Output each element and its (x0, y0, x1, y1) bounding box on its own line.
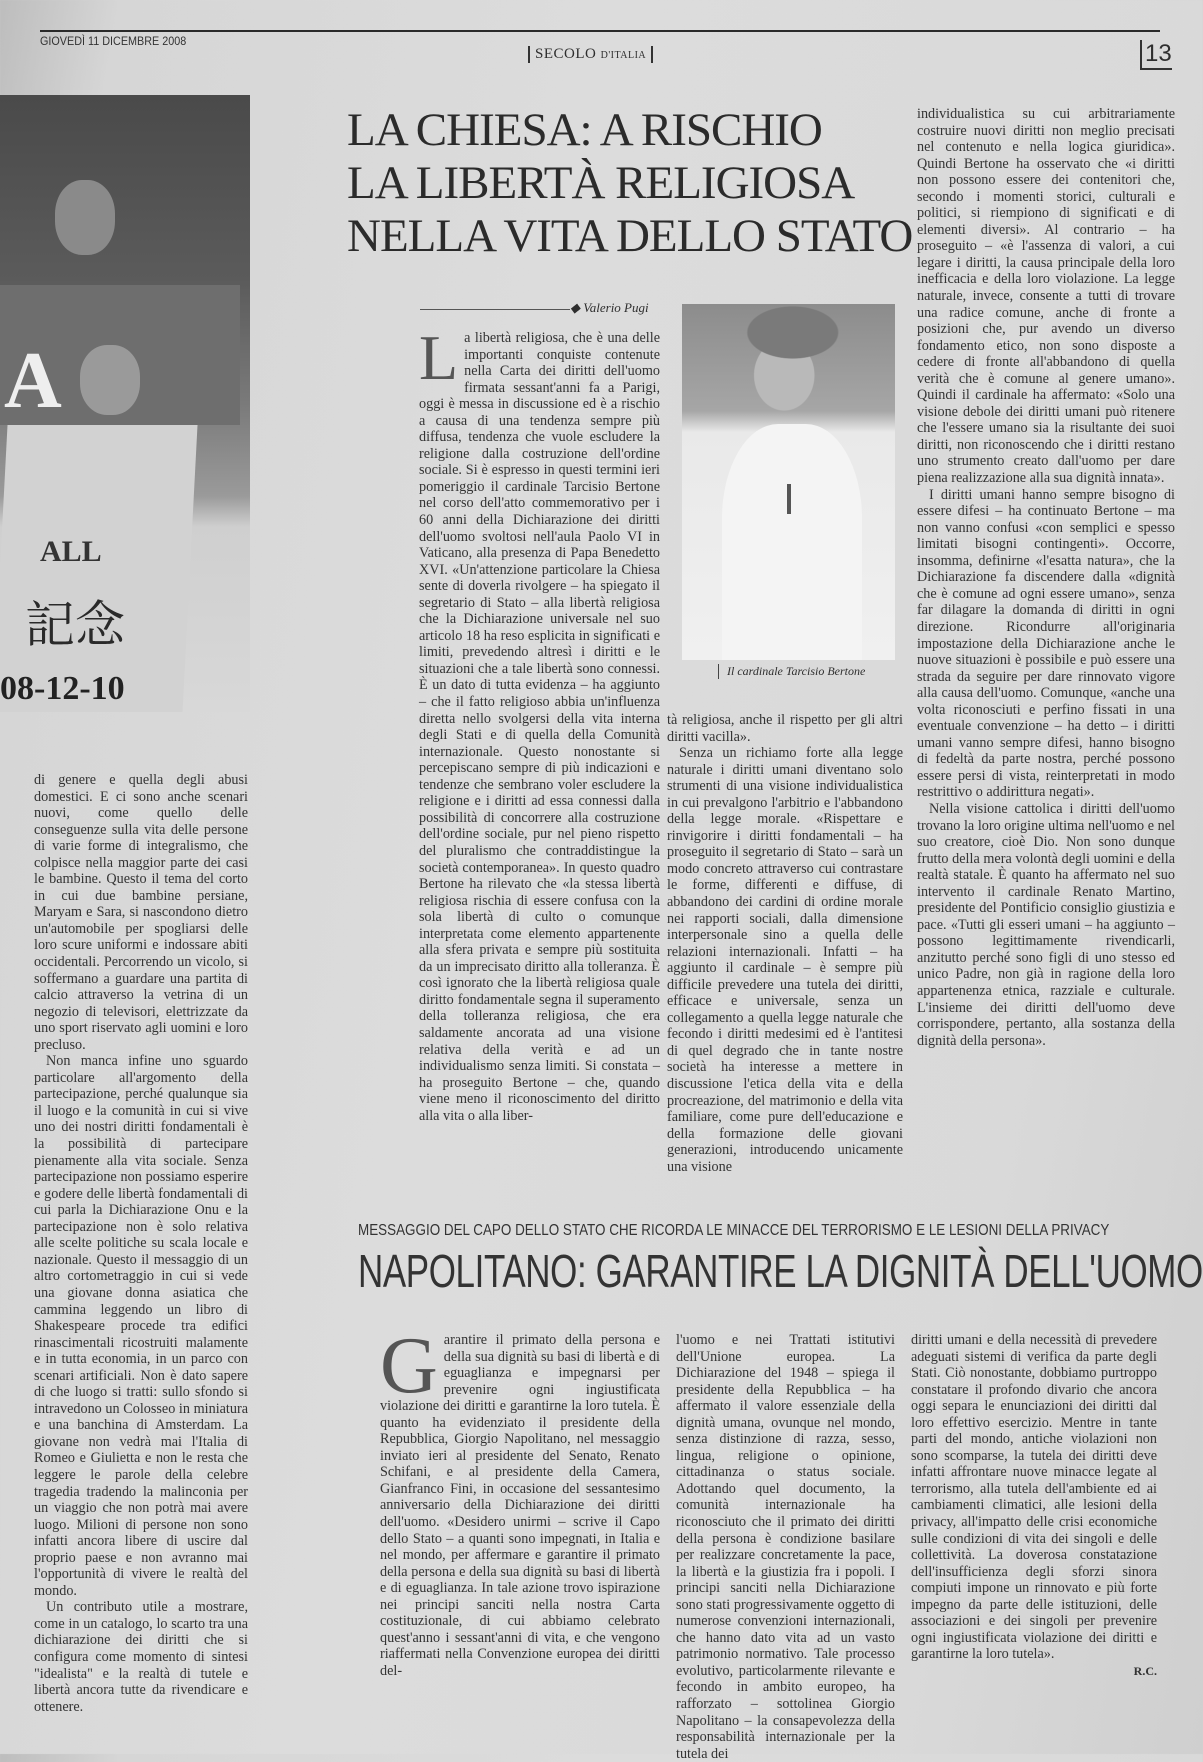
photo-sign-text: 08-12-10 (0, 670, 125, 707)
author-initials: R.C. (1133, 1663, 1157, 1678)
masthead-name: SECOLO (535, 46, 597, 62)
paragraph: Non manca infine uno sguardo particolare all'argomento della partecipazione, perché qualunque sia il luogo e la comunità in cui si vive uno dei nostri diritti fondamentali è la possibilità di partecipare pienamente alla vita sociale. Senza partecipazione non possiamo esperire e godere delle libertà fondamentali di cui parla la Dichiarazione Onu e la partecipazione non è solo relativa alle scelte politiche su scala locale e nazionale. Questo il messaggio di un altro cortometraggio in cui si vede una giovane donna asiatica che cammina leggendo un libro di Shakespeare procede tra edifici rinascimentali ricostruiti malamente e in tutta economia, in un parco con scenari artificiali. Non è dato sapere di che luogo si tratti: sullo sfondo si intravedono un Colosseo in miniatura e una banchina di Amsterdam. La giovane non vedrà mai l'Italia di Romeo e Giulietta e non le resta che leggere le parole della celebre tragedia tradendo la malinconia per un viaggio che non potrà mai avere luogo. Milioni di persone non sono infatti ancora libere di uscire dal proprio paese e non avranno mai l'opportunità di vivere le realtà del mondo. (34, 1053, 248, 1599)
paragraph: individualistica su cui arbitrariamente costruire nuovi diritti non meglio precisati nel contenuto e nella logica giuridica». Quindi Bertone ha osservato che «i diritti non possono essere dei contenitori che, secondo i momenti storici, culturali e politici, si riempiono di significati e di elementi diversi». Al contrario – ha proseguito – «è l'assenza di valori, a cui legare i diritti, la causa principale della loro inefficacia e della loro violazione. La legge naturale, invece, consente a tutti di trovare una radice comune, anche di fronte a posizioni che, pur avendo un diverso fondamento etico, non sono disposte a cedere di fronte all'abbandono di quella verità che è comune al genere umano». Quindi il cardinale ha affermato: «Solo una visione debole dei diritti umani può ritenere che l'essere umano sia la risultante dei suoi diritti, non riconoscendo che i diritti restano uno strumento creato dall'uomo per dare piena realizzazione alla sua dignità innata». (917, 106, 1175, 487)
byline-author: Valerio Pugi (583, 300, 649, 315)
paragraph: tà religiosa, anche il rispetto per gli altri diritti vacilla». (667, 712, 903, 745)
masthead (528, 46, 653, 63)
paragraph: di genere e quella degli abusi domestici. E ci sono anche scenari nuovi, come quello delle conseguenze sulla vita delle persone di varie forme di integralismo, che colpisce nella maggior parte dei casi le bambine. Questo il tema del corto in cui due bambine persiane, Maryam e Sara, si nascondono dietro un'automobile per spogliarsi delle loro scure uniformi e indossare abiti occidentali. Percorrendo un vicolo, si soffermano a guardare una partita di calcio attraverso la vetrina di un negozio di televisori, elettrizzate da uno sport riservato agli uomini e loro precluso. (34, 772, 248, 1053)
cardinal-photo (682, 304, 895, 660)
masthead-suffix: D'ITALIA (600, 50, 647, 61)
headline-line: LA CHIESA: A RISCHIO (347, 104, 822, 156)
paragraph: arantire il primato della persona e della sua dignità su basi di libertà e di eguaglianza e impegnarsi per prevenire ogni ingiustificata violazione dei diritti e garantirne la loro tutela. È quanto ha evidenziato il presidente della Repubblica, Giorgio Napolitano, nel messaggio inviato ieri al presidente del Senato, Renato Schifani, e al presidente della Camera, Gianfranco Fini, in occasione del sessantesimo anniversario della Dichiarazione dei diritti dell'uomo. «Desidero unirmi – scrive il Capo dello Stato – a quanti sono impegnati, in Italia e nel mondo, per affermare e garantire il primato della persona e della sua dignità su basi di libertà e di eguaglianza. In tale azione trovo ispirazione nei principi sanciti nella nostra Carta costituzionale, di cui abbiamo celebrato quest'anno i sessant'anni di vita, e che vengono riaffermati nella Convenzione europea dei diritti del- (380, 1332, 660, 1679)
article-headline (347, 104, 927, 263)
drop-cap: G (380, 1322, 438, 1410)
article1-column-2 (667, 712, 903, 1175)
photo-sign-letter: A (4, 337, 62, 425)
article2-headline: NAPOLITANO: GARANTIRE LA DIGNITÀ DELL'UOMO (358, 1245, 1203, 1297)
photo-pectoral-cross (787, 484, 791, 514)
drop-cap: L (419, 322, 459, 393)
article2-column-1 (380, 1322, 660, 1692)
photo-sign-text: 記念 (25, 596, 125, 654)
paragraph: I diritti umani hanno sempre bisogno di essere difesi – ha continuato Bertone – ma non vanno confusi «con semplici e spesso limitati bisogni contingenti». Occorre, insomma, definirne «l'esatta natura», che la Dichiarazione fa discendere dalla «dignità che è comune ad ogni essere umano», senza far dilagare la domanda di diritti in ogni direzione. Ricondurre all'originaria impostazione della Dichiarazione anche le nuove situazioni è possibile e può essere una strada da seguire per dare rinnovato vigore alla causa dell'uomo. Comunque, «anche una volta riconosciuti e perfino fissati in una eventuale convenzione – ha detto – i diritti umani vanno sempre difesi, hanno bisogno di fedeltà da parte nostra, perché possono essere persi di vista, reinterpretati in modo restrittivo o addirittura negati». (917, 486, 1175, 801)
header-rule (40, 30, 1160, 32)
paragraph: l'uomo e nei Trattati istitutivi dell'Unione europea. La Dichiarazione del 1948 – spiega il presidente della Repubblica – ha affermato il valore essenziale della dignità umana, ovunque nel mondo, senza distinzione di razza, sesso, lingua, religione o opinione, cittadinanza o status sociale. Adottando quel documento, la comunità internazionale ha riconosciuto che il primato dei diritti della persona è condizione basilare per realizzare concretamente la pace, la libertà e la giustizia fra i popoli. I principi sanciti nella Dichiarazione sono stati progressivamente oggetto di numerose convenzioni internazionali, che hanno dato vita ad un vasto patrimonio normativo. Tale processo evolutivo, particolarmente rilevante e fecondo in ambito europeo, ha rafforzato – sottolinea Giorgio Napolitano – la consapevolezza della responsabilità internazionale per la tutela dei (676, 1332, 895, 1762)
page-number: 13 (1140, 40, 1172, 70)
photo-robe (722, 424, 862, 660)
paragraph: Nella visione cattolica i diritti dell'uomo trovano la loro origine ultima nell'uomo e nel suo creatore, cioè Dio. Non sono dunque frutto della mera volontà degli uomini e della realtà statale. È quanto ha affermato nel suo intervento il cardinale Renato Martino, presidente del Pontificio consiglio giustizia e pace. «Tutti gli esseri umani – ha aggiunto – possono legittimamente rivendicarli, anzitutto perché sono figli di uno stesso ed unico Padre, non già in ragione della loro appartenenza etnica, razziale e culturale. L'insieme dei diritti dell'uomo deve corrispondere, pertanto, alla sostanza della dignità della persona». (917, 800, 1175, 1049)
paragraph: diritti umani e della necessità di prevedere adeguati sistemi di verifica da parte degli Stati. Ciò nonostante, dobbiamo purtroppo constatare il profondo divario che ancora oggi separa le enunciazioni dei diritti dal loro effettivo esercizio. Mentre in tante parti del mondo, antiche violazioni non sono scomparse, la tutela dei diritti deve infatti affrontare nuove minacce legate al terrorismo, alla tutela dell'ambiente ed ai cambiamenti climatici, alle lesioni della privacy, all'impatto delle crisi economiche sulle condizioni di vita dei singoli e delle collettività. La doverosa constatazione dell'insufficienza degli sforzi sinora compiuti impone un rinnovato e più forte impegno da parte delle istituzioni, delle associazioni e dei singoli per prevenire ogni ingiustificata violazione dei diritti e garantirne la loro tutela». (911, 1332, 1157, 1663)
paragraph: Un contributo utile a mostrare, come in un catalogo, lo scarto tra una dichiarazione dei diritti che si configura come momento di sintesi "idealista" e la realtà di tutele e libertà ancora tutte da rivendicare e ottenere. (34, 1599, 248, 1715)
headline-line: NELLA VITA DELLO STATO (347, 210, 913, 262)
paragraph: Senza un richiamo forte alla legge naturale i diritti umani diventano solo strumenti di una visione individualistica in cui prevalgono l'arbitrio e l'abbandono della legge morale. «Rispettare e rinvigorire i diritti fondamentali – ha proseguito il segretario di Stato – sarà un modo concreto attraverso cui contrastare le forme, differenti e diffuse, di abbandono dei cardini di ordine morale nei rapporti sociali, dalla dimensione interpersonale sino a quella delle relazioni internazionali. Infatti – ha aggiunto il cardinale – è sempre più difficile prevedere una tutela dei diritti, efficace e universale, senza un collegamento a quella legge naturale che fecondo i diritti medesimi ed è l'antitesi di quel degrado che in tante nostre società ha interesse a mettere in discussione l'etica della vita e della procreazione, del matrimonio e della vita familiare, come pure dell'educazione e della formazione delle giovani generazioni, introducendo unicamente una visione (667, 745, 903, 1175)
photo-caption: Il cardinale Tarcisio Bertone (718, 664, 865, 679)
article2-column-2 (676, 1332, 895, 1762)
photo-person-face (80, 345, 140, 415)
byline: ◆ Valerio Pugi (570, 300, 649, 315)
paragraph: a libertà religiosa, che è una delle importanti conquiste contenute nella Carta dei diritti dell'uomo firmata sessant'anni fa a Parigi, oggi è messa in discussione ed è a rischio a causa di una tendenza sempre più diffusa, tendenza che vuole escludere la religione dalla costruzione dell'ordine sociale. Si è espresso in questi termini ieri pomeriggio il cardinale Tarcisio Bertone nel corso dell'atto commemorativo per i 60 anni della Dichiarazione dei diritti dell'uomo svoltosi nell'aula Paolo VI in Vaticano, alla presenza di Papa Benedetto XVI. «Un'attenzione particolare la Chiesa sente di doverla rivolgere – ha spiegato il segretario di Stato – alla libertà religiosa che la Dichiarazione universale nel suo articolo 18 ha reso esplicita in significati e limiti, prevedendo altresì i diritti e le situazioni che a tale libertà sono connessi. È un dato di tutta evidenza – ha aggiunto – che il fatto religioso abbia un'influenza diretta nello svolgersi della vita interna degli Stati e di quella della Comunità internazionale. Questo nonostante si percepiscano sempre di più indicazioni e tendenze che sembrano voler escludere la religione e i diritti ad essa connessi dalla possibilità di concorrere alla costruzione dell'ordine sociale, pur nel pieno rispetto del pluralismo che contraddistingue la società contemporanea». In questo quadro Bertone ha rilevato che «la stessa libertà religiosa rischia di essere confusa con la sola libertà di culto o comunque interpretata come elemento appartenente alla sfera privata e sempre più sostituita da un imprecisato diritto alla tolleranza. È così ignorato che la libertà religiosa quale diritto fondamentale segna il superamento della tolleranza religiosa, che era saldamente ancorata ad una visione relativa della verità e ad un individualismo senza limiti. Si constata – ha proseguito Bertone – che, quando viene meno il riconoscimento del diritto alla vita o alla liber- (419, 330, 660, 1124)
article1-column-1 (419, 322, 660, 1175)
article1-column-3 (917, 106, 1175, 1175)
protest-photo (0, 95, 250, 712)
article2-column-3 (911, 1332, 1157, 1692)
byline-rule (420, 309, 570, 310)
issue-date: GIOVEDÌ 11 DICEMBRE 2008 (40, 34, 187, 48)
photo-person-face (55, 180, 115, 255)
article2-kicker: MESSAGGIO DEL CAPO DELLO STATO CHE RICORDA LE MINACCE DEL TERRORISMO E LE LESIONI DELLA PRIVACY (358, 1222, 1110, 1239)
left-column-text (34, 772, 248, 1715)
headline-line: LA LIBERTÀ RELIGIOSA (347, 157, 855, 209)
photo-sign-text: ALL (40, 535, 102, 568)
